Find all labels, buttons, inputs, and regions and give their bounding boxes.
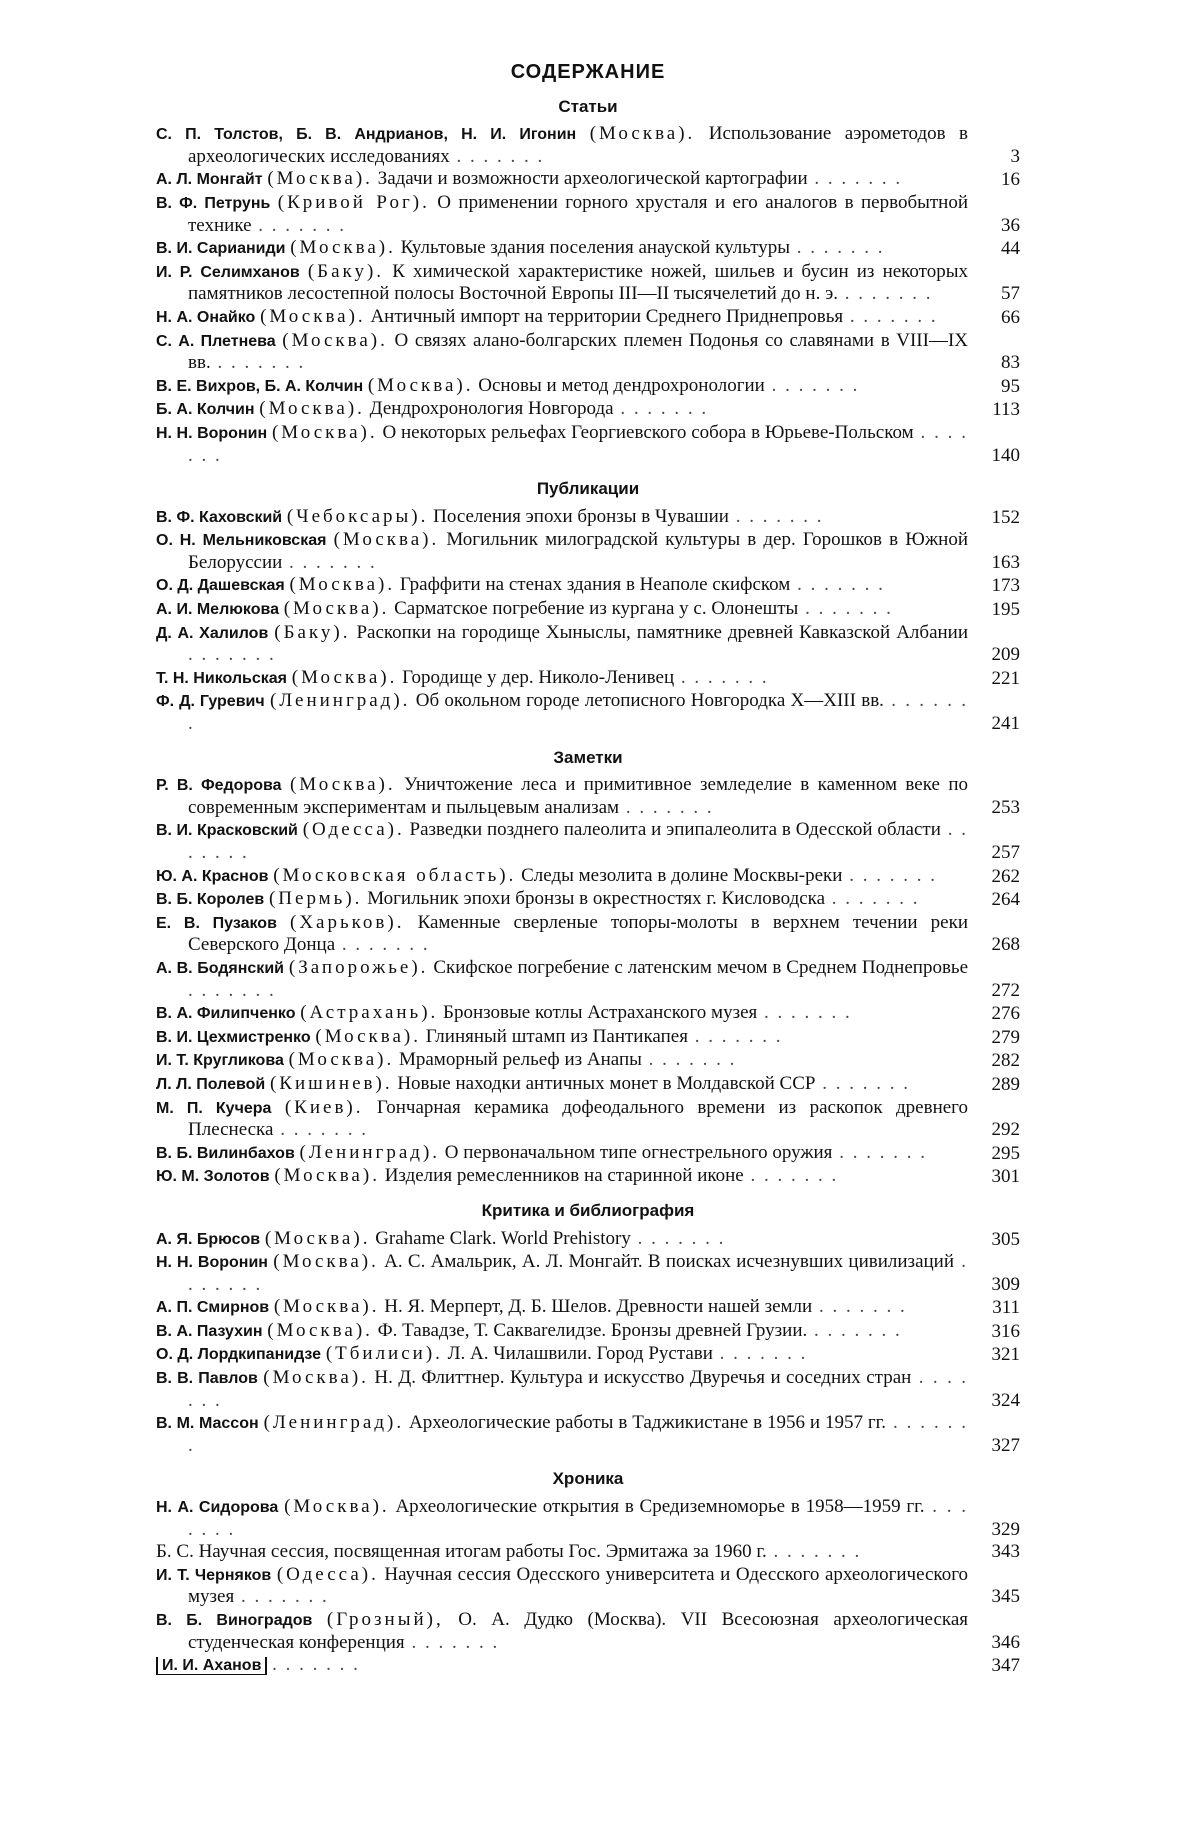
dot-leader: . . . . . . . xyxy=(832,1141,927,1163)
entry-title: Ф. Тавадзе, Т. Саквarелидзе. Бронзы древней Грузии. xyxy=(377,1319,808,1341)
entry-text xyxy=(156,375,968,398)
entry-author: М. П. Кучера xyxy=(156,1099,272,1117)
entry-title: К химической характеристике ножей, шильев и бусин из некоторых памятников лесостепной полосы Восточной Европы III—II тысячелетий до н. э. xyxy=(188,260,968,305)
entry-author: В. Б. Виноградов xyxy=(156,1612,313,1629)
toc-entry xyxy=(156,774,1020,818)
toc-entry xyxy=(156,1228,1020,1251)
toc-entry xyxy=(156,237,1020,260)
entry-author: С. А. Плетнева xyxy=(156,332,276,350)
entry-page-number: 343 xyxy=(991,1541,1020,1563)
entry-text xyxy=(156,1097,968,1141)
entry-author: В. Б. Королев xyxy=(156,891,265,909)
entry-text xyxy=(156,667,968,690)
entry-text xyxy=(156,912,968,956)
entry-author: Ю. А. Краснов xyxy=(156,867,269,885)
entry-title: Культовые здания поселения анауской культуры xyxy=(400,237,791,259)
dot-leader: . . . . . . . xyxy=(335,934,430,956)
entry-text xyxy=(156,1609,968,1653)
entry-text xyxy=(156,1541,968,1563)
entry-text xyxy=(156,1496,968,1540)
toc-entry xyxy=(156,819,1020,863)
entry-place: (Москва). xyxy=(259,398,365,420)
entry-page-number: 262 xyxy=(991,865,1020,887)
entry-text xyxy=(156,574,968,597)
entry-text xyxy=(156,330,968,374)
entry-page-number: 324 xyxy=(991,1389,1020,1411)
toc-entry xyxy=(156,1002,1020,1025)
section-heading: Публикации xyxy=(536,479,640,499)
entry-author: Е. В. Пузаков xyxy=(156,914,277,932)
entry-place: (Грозный), xyxy=(326,1609,444,1630)
entry-text xyxy=(156,529,968,573)
entry-author: Д. А. Халилов xyxy=(156,624,269,642)
toc-entry xyxy=(156,261,1020,305)
toc-entry xyxy=(156,1026,1020,1049)
toc-entry xyxy=(156,1654,1020,1677)
entry-title: О первоначальном типе огнестрельного оружия xyxy=(444,1141,833,1163)
entry-author: А. П. Смирнов xyxy=(156,1299,270,1317)
toc-entry xyxy=(156,912,1020,956)
entry-page-number: 309 xyxy=(991,1273,1020,1295)
entry-text xyxy=(156,261,968,305)
toc-entry xyxy=(156,192,1020,236)
toc-entry xyxy=(156,306,1020,329)
dot-leader: . . . . . . . xyxy=(712,1343,808,1365)
dot-leader: . . . . . . . xyxy=(188,819,969,863)
dot-leader: . . . . . . . xyxy=(766,1541,862,1563)
entry-place: (Москва). xyxy=(284,1496,390,1518)
dot-leader: . . . . . . . xyxy=(807,1319,902,1341)
entry-page-number: 292 xyxy=(991,1119,1020,1141)
entry-author: В. М. Массон xyxy=(156,1415,259,1433)
entry-page-number: 276 xyxy=(991,1003,1020,1025)
entry-place: (Москва). xyxy=(267,168,373,190)
dot-leader: . . . . . . . xyxy=(825,888,920,910)
entry-text xyxy=(156,819,968,863)
entry-page-number: 329 xyxy=(991,1518,1020,1540)
entry-text xyxy=(156,622,968,666)
entry-title: Античный импорт на территории Среднего Приднепровья xyxy=(370,305,844,327)
entry-text xyxy=(156,1412,968,1456)
entry-place: (Москва). xyxy=(263,1367,369,1389)
entry-author: Л. Л. Полевой xyxy=(156,1075,266,1093)
entry-author: В. А. Филипченко xyxy=(156,1005,296,1023)
entry-title: А. С. Амальрик, А. Л. Монгайт. В поисках исчезнувших цивилизаций xyxy=(384,1251,955,1273)
entry-title: Глиняный штамп из Пантикапея xyxy=(425,1025,688,1047)
entry-title: О применении горного хрусталя и его аналогов в первобытной технике xyxy=(188,191,969,236)
entry-author: Н. А. Онайко xyxy=(156,308,256,326)
entry-text xyxy=(156,1165,968,1188)
toc-entry xyxy=(156,598,1020,621)
entry-place: (Москва). xyxy=(273,1251,379,1273)
entry-place: (Москва). xyxy=(290,237,396,259)
entry-text xyxy=(156,1251,968,1295)
entry-page-number: 301 xyxy=(991,1166,1020,1188)
entry-author: В. Б. Вилинбахов xyxy=(156,1144,295,1162)
entry-page-number: 221 xyxy=(991,667,1020,689)
section-heading: Статьи xyxy=(558,96,618,116)
entry-author: И. И. Аханов xyxy=(156,1657,267,1675)
entry-author: Р. В. Федорова xyxy=(156,777,282,795)
entry-author: О. Д. Лордкипанидзе xyxy=(156,1346,322,1364)
toc-entry xyxy=(156,422,1020,466)
section-heading: Хроника xyxy=(552,1469,624,1489)
toc-entry xyxy=(156,690,1020,734)
entry-place: (Москва). xyxy=(289,574,396,596)
entry-text xyxy=(156,1002,968,1025)
entry-text xyxy=(156,192,968,236)
entry-text xyxy=(156,1142,968,1165)
toc-entry xyxy=(156,330,1020,374)
dot-leader: . . . . . . . xyxy=(790,574,885,596)
entry-text xyxy=(156,398,968,421)
dot-leader: . . . . . . . xyxy=(619,796,714,818)
entry-text xyxy=(156,1564,968,1608)
entry-place: (Киев). xyxy=(284,1096,364,1118)
entry-page-number: 209 xyxy=(991,644,1020,666)
dot-leader: . . . . . . . xyxy=(630,1227,726,1249)
dot-leader: . . . . . . . xyxy=(188,1496,969,1540)
entry-place: (Московская область). xyxy=(273,864,517,886)
dot-leader: . . . . . . . xyxy=(272,1654,360,1676)
toc-entry xyxy=(156,123,1020,167)
page-title: СОДЕРЖАНИЕ xyxy=(510,61,666,83)
entry-place: (Москва). xyxy=(271,421,378,443)
entry-title: Использование аэрометодов в археологических исследованиях xyxy=(188,123,969,167)
dot-leader: . . . . . . . xyxy=(188,979,276,1001)
entry-page-number: 316 xyxy=(991,1320,1020,1342)
dot-leader: . . . . . . . xyxy=(815,1072,910,1094)
entry-page-number: 163 xyxy=(991,551,1020,573)
entry-place: (Москва). xyxy=(288,1049,395,1071)
dot-leader: . . . . . . . xyxy=(790,237,885,259)
dot-leader: . . . . . . . xyxy=(188,421,968,466)
entry-page-number: 36 xyxy=(1001,214,1020,236)
entry-author: И. Т. Черняков xyxy=(156,1566,272,1584)
entry-place: (Москва). xyxy=(267,1319,373,1341)
entry-place: (Москва). xyxy=(283,598,390,620)
toc-entry xyxy=(156,957,1020,1001)
entry-place: (Москва). xyxy=(289,774,396,796)
toc-entry xyxy=(156,667,1020,690)
entry-place: (Ленинград). xyxy=(299,1141,441,1163)
entry-author: О. Д. Дашевская xyxy=(156,577,285,595)
entry-page-number: 66 xyxy=(1001,306,1020,328)
toc-entry xyxy=(156,375,1020,398)
entry-author: А. В. Бодянский xyxy=(156,959,284,977)
entry-author: А. Я. Брюсов xyxy=(156,1230,261,1248)
dot-leader: . . . . . . . xyxy=(282,551,377,573)
entry-text xyxy=(156,306,968,329)
entry-page-number: 346 xyxy=(991,1631,1020,1653)
entry-page-number: 3 xyxy=(1010,145,1020,167)
entry-title: Об окольном городе летописного Новгородка X—XIII вв. xyxy=(415,690,884,712)
toc-body xyxy=(156,96,1020,1677)
entry-page-number: 264 xyxy=(991,889,1020,911)
section-heading: Критика и библиография xyxy=(481,1200,695,1220)
entry-title: Каменные сверленые топоры-молоты в верхнем течении реки Северского Донца xyxy=(188,911,969,956)
entry-title: Сарматское погребение из кургана у с. Олонешты xyxy=(394,598,799,620)
entry-text xyxy=(156,1228,968,1251)
entry-page-number: 295 xyxy=(991,1142,1020,1164)
entry-author: В. Е. Вихров, Б. А. Колчин xyxy=(156,377,364,395)
entry-page-number: 347 xyxy=(991,1655,1020,1677)
toc-entry xyxy=(156,1296,1020,1319)
entry-page-number: 44 xyxy=(1001,238,1020,260)
entry-title: Разведки позднего палеолита и эпипалеолита в Одесской области xyxy=(409,819,941,841)
dot-leader: . . . . . . . xyxy=(764,374,860,396)
dot-leader: . . . . . . . xyxy=(404,1631,500,1653)
toc-entry xyxy=(156,1367,1020,1411)
entry-title: Л. А. Чилашвили. Город Рустави xyxy=(447,1343,713,1365)
entry-title: Городище у дер. Николо-Ленивец xyxy=(402,666,675,688)
entry-author: В. И. Красковский xyxy=(156,822,298,840)
entry-text xyxy=(156,1320,968,1343)
entry-title: Изделия ремесленников на старинной иконе xyxy=(384,1165,744,1187)
entry-place: (Москва). xyxy=(282,329,388,351)
entry-text xyxy=(156,1026,968,1049)
entry-page-number: 311 xyxy=(992,1297,1020,1319)
entry-place: (Чебоксары). xyxy=(286,505,429,527)
toc-entry xyxy=(156,1320,1020,1343)
dot-leader: . . . . . . . xyxy=(188,644,276,666)
entry-text xyxy=(156,123,968,167)
toc-entry xyxy=(156,1412,1020,1456)
toc-entry xyxy=(156,398,1020,421)
entry-author: А. Л. Монгайт xyxy=(156,171,263,189)
entry-page-number: 195 xyxy=(991,599,1020,621)
entry-author: В. И. Цехмистренко xyxy=(156,1028,311,1046)
entry-author: В. В. Павлов xyxy=(156,1370,258,1388)
entry-place: (Москва). xyxy=(589,123,696,145)
dot-leader: . . . . . . . xyxy=(641,1049,737,1071)
entry-page-number: 113 xyxy=(992,399,1020,421)
entry-page-number: 321 xyxy=(991,1344,1020,1366)
entry-page-number: 241 xyxy=(991,713,1020,735)
entry-text xyxy=(156,422,968,466)
entry-text xyxy=(156,1049,968,1072)
entry-place: (Пермь). xyxy=(268,888,363,910)
entry-page-number: 345 xyxy=(991,1586,1020,1608)
entry-place: (Астрахань). xyxy=(300,1002,439,1024)
entry-author: Н. Н. Воронин xyxy=(156,1254,268,1272)
entry-text xyxy=(156,865,968,888)
dot-leader: . . . . . . . xyxy=(812,1296,907,1318)
dot-leader: . . . . . . . xyxy=(188,690,969,735)
entry-author: О. Н. Мельниковская xyxy=(156,532,327,550)
toc-entry xyxy=(156,1251,1020,1295)
dot-leader: . . . . . . . xyxy=(743,1165,839,1187)
entry-text xyxy=(156,774,968,818)
dot-leader: . . . . . . . xyxy=(449,145,545,167)
entry-title: Научная сессия Одесского университета и Одесского археологического музея xyxy=(188,1563,969,1608)
toc-entry xyxy=(156,1609,1020,1653)
toc-entry xyxy=(156,168,1020,191)
toc-entry xyxy=(156,1564,1020,1608)
entry-page-number: 272 xyxy=(991,979,1020,1001)
entry-place: (Москва). xyxy=(260,305,366,327)
entry-place: (Кривой Рог). xyxy=(277,191,430,213)
entry-title: Раскопки на городище Хыныслы, памятнике древней Кавказской Албании xyxy=(356,621,968,643)
entry-place: (Тбилиси). xyxy=(325,1343,443,1365)
entry-place: (Баку). xyxy=(307,260,385,282)
entry-title: Поселения эпохи бронзы в Чувашии xyxy=(433,505,729,527)
dot-leader: . . . . . . . xyxy=(273,1119,368,1141)
toc-entry xyxy=(156,529,1020,573)
entry-author: А. И. Мелюкова xyxy=(156,601,279,619)
entry-author: В. Ф. Петрунь xyxy=(156,194,271,212)
entry-author: В. Ф. Каховский xyxy=(156,508,283,526)
toc-entry xyxy=(156,1097,1020,1141)
entry-title: Археологические открытия в Средиземноморье в 1958—1959 гг. xyxy=(395,1496,925,1518)
entry-title: Б. С. Научная сессия, посвященная итогам работы Гос. Эрмитажа за 1960 г. xyxy=(156,1541,767,1563)
entry-page-number: 289 xyxy=(991,1073,1020,1095)
entry-page-number: 140 xyxy=(991,444,1020,466)
entry-text xyxy=(156,1296,968,1319)
dot-leader: . . . . . . . xyxy=(687,1025,783,1047)
entry-place: (Москва). xyxy=(315,1025,421,1047)
dot-leader: . . . . . . . xyxy=(728,505,824,527)
entry-page-number: 268 xyxy=(991,934,1020,956)
entry-title: Мраморный рельеф из Анапы xyxy=(398,1049,642,1071)
entry-author: С. П. Толстов, Б. В. Андрианов, Н. И. Игонин xyxy=(156,126,577,144)
entry-author: В. И. Сарианиди xyxy=(156,240,286,258)
entry-title: Археологические работы в Таджикистане в 1956 и 1957 гг. xyxy=(409,1412,887,1434)
dot-leader: . . . . . . . xyxy=(757,1002,852,1024)
entry-title: Следы мезолита в долине Москвы-реки xyxy=(521,864,843,886)
toc-entry xyxy=(156,1343,1020,1366)
toc-entry xyxy=(156,1165,1020,1188)
toc-entry xyxy=(156,1073,1020,1096)
entry-page-number: 257 xyxy=(991,842,1020,863)
entry-place: (Баку). xyxy=(274,621,351,643)
dot-leader: . . . . . . . xyxy=(251,214,347,236)
dot-leader: . . . . . . . xyxy=(837,283,933,305)
entry-place: (Ленинград). xyxy=(269,690,411,712)
entry-author: Т. Н. Никольская xyxy=(156,669,288,687)
entry-title: Grahame Clark. World Prehistory xyxy=(375,1227,631,1249)
entry-text xyxy=(156,690,968,734)
entry-place: (Москва). xyxy=(273,1296,380,1318)
entry-title: Гончарная керамика дофеодального времени из раскопок древнего Плеснеска xyxy=(188,1096,969,1141)
entry-author: В. А. Пазухин xyxy=(156,1322,263,1340)
entry-author: И. Т. Кругликова xyxy=(156,1052,284,1070)
dot-leader: . . . . . . . xyxy=(807,168,903,190)
toc-entry xyxy=(156,1049,1020,1072)
entry-title: Задачи и возможности археологической картографии xyxy=(377,168,808,190)
dot-leader: . . . . . . . xyxy=(234,1586,329,1608)
toc-entry xyxy=(156,622,1020,666)
toc-entry xyxy=(156,1142,1020,1165)
dot-leader: . . . . . . . xyxy=(674,666,769,688)
entry-place: (Запорожье). xyxy=(288,956,429,978)
entry-page-number: 282 xyxy=(991,1050,1020,1072)
entry-place: (Москва). xyxy=(367,374,474,396)
entry-text xyxy=(156,237,968,260)
entry-author: Ю. М. Золотов xyxy=(156,1168,270,1186)
dot-leader: . . . . . . . xyxy=(188,1251,969,1295)
entry-page-number: 57 xyxy=(1001,283,1020,305)
entry-title: О связях алано-болгарских племен Подонья со славянами в VIII—IX вв. xyxy=(188,329,969,374)
entry-page-number: 16 xyxy=(1001,169,1020,191)
entry-place: (Москва). xyxy=(264,1227,371,1249)
entry-text xyxy=(156,1367,968,1411)
entry-place: (Москва). xyxy=(274,1165,380,1187)
entry-title: О некоторых рельефах Георгиевского собора в Юрьеве-Польском xyxy=(382,421,914,443)
entry-text xyxy=(156,168,968,191)
table-of-contents xyxy=(156,48,1020,1678)
entry-title: Бронзовые котлы Астраханского музея xyxy=(443,1002,758,1024)
entry-text xyxy=(156,598,968,621)
dot-leader: . . . . . . . xyxy=(798,598,893,620)
entry-page-number: 327 xyxy=(991,1434,1020,1456)
entry-place: (Ленинград). xyxy=(263,1412,405,1434)
section-heading: Заметки xyxy=(553,747,623,767)
entry-place: (Москва). xyxy=(291,666,398,688)
entry-text xyxy=(156,1654,968,1677)
entry-author: Ф. Д. Гуревич xyxy=(156,693,265,711)
dot-leader: . . . . . . . xyxy=(843,305,938,327)
entry-title: Н. Д. Флиттнер. Культура и искусство Двуречья и соседних стран xyxy=(374,1367,912,1389)
entry-title: Новые находки античных монет в Молдавской ССР xyxy=(397,1072,816,1094)
entry-place: (Одесса). xyxy=(276,1563,379,1585)
dot-leader: . . . . . . . xyxy=(188,1412,969,1456)
entry-title: Основы и метод дендрохронологии xyxy=(478,374,765,396)
entry-page-number: 253 xyxy=(991,796,1020,818)
entry-page-number: 152 xyxy=(991,506,1020,528)
dot-leader: . . . . . . . xyxy=(188,1367,969,1411)
entry-page-number: 173 xyxy=(991,575,1020,597)
entry-text xyxy=(156,957,968,1001)
entry-title: Дендрохронология Новгорода xyxy=(369,398,614,420)
entry-text xyxy=(156,888,968,911)
toc-entry xyxy=(156,1496,1020,1540)
entry-author: Н. Н. Воронин xyxy=(156,424,268,442)
dot-leader: . . . . . . . xyxy=(842,864,937,886)
entry-text xyxy=(156,1073,968,1096)
entry-page-number: 279 xyxy=(991,1026,1020,1048)
entry-place: (Кишинев). xyxy=(269,1072,393,1094)
toc-entry xyxy=(156,888,1020,911)
entry-page-number: 95 xyxy=(1001,375,1020,397)
entry-text xyxy=(156,506,968,529)
entry-place: (Одесса). xyxy=(302,819,405,841)
toc-entry xyxy=(156,865,1020,888)
entry-title: Могильник эпохи бронзы в окрестностях г. Кисловодска xyxy=(367,888,826,910)
entry-author: Н. А. Сидорова xyxy=(156,1499,279,1517)
toc-entry xyxy=(156,574,1020,597)
toc-entry xyxy=(156,506,1020,529)
toc-entry xyxy=(156,1541,1020,1563)
entry-title: Уничтожение леса и примитивное земледелие в каменном веке по современным экспериментам и пыльцевым анализам xyxy=(188,774,969,818)
entry-title: Скифское погребение с латенским мечом в Среднем Поднепровье xyxy=(433,956,969,978)
entry-author: И. Р. Селимханов xyxy=(156,263,300,281)
entry-page-number: 305 xyxy=(991,1228,1020,1250)
entry-title: О. А. Дудко (Москва). VII Всесоюзная археологическая студенческая конференция xyxy=(188,1609,968,1653)
entry-title: Н. Я. Мерперт, Д. Б. Шелов. Древности нашей земли xyxy=(384,1296,813,1318)
entry-title: Могильник милоградской культуры в дер. Горошков в Южной Белоруссии xyxy=(188,529,969,573)
entry-page-number: 83 xyxy=(1001,352,1020,374)
entry-place: (Москва). xyxy=(333,529,440,551)
entry-text xyxy=(156,1343,968,1366)
entry-title: Граффити на стенах здания в Неаполе скифском xyxy=(399,574,791,596)
entry-author: Б. А. Колчин xyxy=(156,401,255,419)
entry-place: (Харьков). xyxy=(290,911,405,933)
dot-leader: . . . . . . . xyxy=(210,352,306,374)
dot-leader: . . . . . . . xyxy=(613,398,709,420)
